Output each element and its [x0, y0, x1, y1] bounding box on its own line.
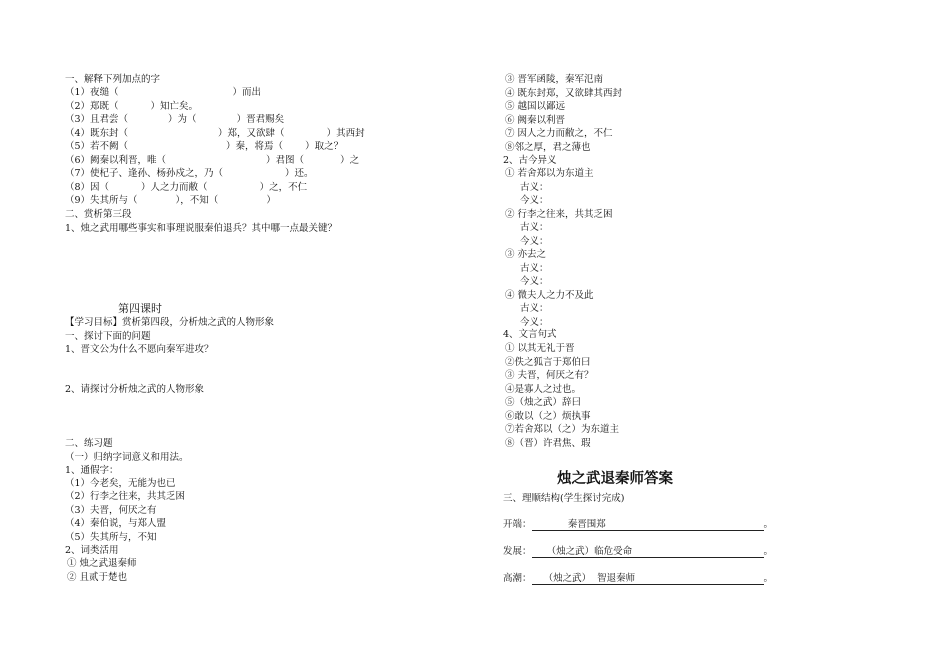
answer-underline: 秦晋围郑 — [532, 519, 764, 531]
wenyan-item: ① 以其无礼于晋 — [505, 343, 575, 354]
explore-question-1: 1、晋文公为什么不愿向秦军进攻？ — [65, 344, 214, 355]
cilei-item: ⑦ 因人之力而敝之，不仁 — [505, 128, 613, 139]
wenyan-item: ⑧（晋）许君焦、瑕 — [505, 437, 591, 449]
item-text: ）晋君赐矣 — [236, 114, 285, 125]
item-text: （5）若不阙（ — [65, 141, 129, 152]
item-text: ）人之力而敝（ — [141, 181, 208, 193]
cilei-item: ② 且贰于楚也 — [67, 571, 128, 583]
answer-end: 。 — [763, 546, 774, 557]
item-text: ）之 — [340, 154, 360, 166]
fill-blank-item — [65, 155, 359, 167]
guyi-question: ① 若舍郑以为东道主 — [505, 168, 594, 179]
tongjia-title: 1、通假字： — [65, 465, 119, 476]
guyi-question: ③ 亦去之 — [505, 249, 547, 260]
fill-blank-item — [65, 87, 261, 99]
wenyan-item: ⑥敢以（之）烦执事 — [505, 410, 591, 422]
wenyan-item: ②佚之狐言于郑伯曰 — [505, 356, 591, 368]
wenyan-item: ⑦若舍郑以（之）为东道主 — [505, 424, 620, 435]
section-2-question-1: 1、烛之武用哪些事实和事理说服秦伯退兵？其中哪一点最关键？ — [65, 223, 338, 234]
learning-goal: 【学习目标】赏析第四段，分析烛之武的人物形象 — [65, 317, 275, 328]
practice-title: 二、练习题 — [65, 438, 113, 449]
item-text: ）知亡矣。 — [150, 100, 199, 112]
answer-end: 。 — [763, 519, 774, 530]
answer-underline: （烛之武）临危受命 — [532, 546, 764, 558]
cilei-item: ⑤ 越国以鄙远 — [505, 101, 566, 112]
tongjia-item: （3）夫晋，何厌之有 — [65, 504, 157, 516]
item-text: ）君图（ — [266, 154, 305, 166]
guyi-new-meaning: 今义： — [520, 276, 549, 287]
fill-blank-item — [65, 182, 307, 194]
answer-label: 高潮： — [503, 573, 532, 584]
item-text: ）之，不仁 — [259, 181, 308, 193]
answer-row — [503, 519, 773, 531]
item-text: （3）且君尝（ — [65, 114, 129, 125]
item-text: （6）阙秦以利晋，唯（ — [65, 154, 167, 166]
item-text: （2）郑既（ — [65, 100, 119, 112]
cilei-item: ③ 晋军函陵，秦军氾南 — [505, 74, 604, 85]
guyi-question: ② 行李之往来，共其乏困 — [505, 208, 613, 220]
item-text: ）秦，将焉（ — [226, 141, 284, 152]
guyi-new-meaning: 今义： — [520, 195, 549, 206]
item-text: （1）夜缒（ — [65, 87, 119, 98]
fill-blank-item — [65, 128, 365, 140]
fill-blank-item — [65, 168, 314, 180]
item-text: （4）既东封（ — [65, 127, 129, 139]
guyi-old-meaning: 古义： — [520, 181, 549, 193]
tongjia-item: （1）今老矣，无能为也已 — [65, 478, 176, 489]
guyi-old-meaning: 古义： — [520, 222, 549, 233]
tongjia-item: （4）秦伯说，与郑人盟 — [65, 518, 167, 530]
answer-end: 。 — [763, 573, 774, 584]
item-text: （9）失其所与（ — [65, 195, 138, 206]
guyi-old-meaning: 古义： — [520, 262, 549, 274]
answer-row — [503, 573, 773, 585]
answer-title: 烛之武退秦师答案 — [557, 471, 673, 487]
item-text: ）郑，又欲肆（ — [218, 127, 285, 139]
wenyan-item: ④是寡人之过也。 — [505, 383, 582, 395]
answer-row — [503, 546, 773, 558]
guyi-new-meaning: 今义： — [520, 235, 549, 247]
explore-title: 一、探讨下面的问题 — [65, 331, 151, 342]
cilei-item: ① 烛之武退秦师 — [67, 558, 137, 569]
guyi-title: 2、古今异义 — [503, 155, 557, 166]
wenyan-item: ③ 夫晋，何厌之有？ — [505, 370, 594, 381]
item-text: ） — [266, 195, 276, 206]
guyi-question: ④ 微夫人之力不及此 — [505, 289, 594, 301]
cilei-item: ⑧邻之厚，君之薄也 — [505, 141, 591, 153]
item-text: ）取之？ — [305, 141, 344, 152]
item-text: ），不知（ — [175, 195, 219, 206]
guyi-new-meaning: 今义： — [520, 316, 549, 328]
item-text: ）而出 — [232, 87, 262, 98]
practice-subtitle: （一）归纳字词意义和用法。 — [65, 452, 189, 463]
item-text: ）还。 — [285, 168, 314, 179]
item-text: （7）使杞子、逢孙、杨孙戍之，乃（ — [65, 168, 224, 179]
cilei-title: 2、词类活用 — [65, 545, 119, 556]
answer-underline: （烛之武） 智退秦师 — [532, 573, 764, 585]
cilei-item: ④ 既东封郑，又欲肆其西封 — [505, 87, 623, 99]
fill-blank-item — [65, 195, 276, 207]
item-text: ）其西封 — [326, 127, 365, 139]
right-column — [475, 0, 950, 658]
answer-label: 开端： — [503, 519, 532, 530]
answer-section-title: 三、理顺结构(学生探讨完成) — [503, 493, 625, 504]
fill-blank-item — [65, 101, 198, 113]
section-2-title: 二、赏析第三段 — [65, 209, 132, 220]
lesson-title: 第四课时 — [118, 302, 162, 315]
section-1-title: 一、解释下列加点的字 — [65, 74, 161, 85]
tongjia-item: （2）行李之往来，共其乏困 — [65, 491, 186, 503]
item-text: ）为（ — [168, 114, 197, 125]
fill-blank-item — [65, 114, 284, 126]
fill-blank-item — [65, 141, 343, 153]
guyi-old-meaning: 古义： — [520, 303, 549, 314]
item-text: （8）因（ — [65, 181, 110, 193]
explore-question-2: 2、请探讨分析烛之武的人物形象 — [65, 384, 205, 395]
tongjia-item: （5）失其所与，不知 — [65, 531, 157, 543]
cilei-item: ⑥ 阙秦以利晋 — [505, 114, 566, 126]
wenyan-title: 4、文言句式 — [503, 329, 557, 340]
wenyan-item: ⑤（烛之武）辞曰 — [505, 397, 582, 408]
answer-label: 发展： — [503, 546, 532, 557]
